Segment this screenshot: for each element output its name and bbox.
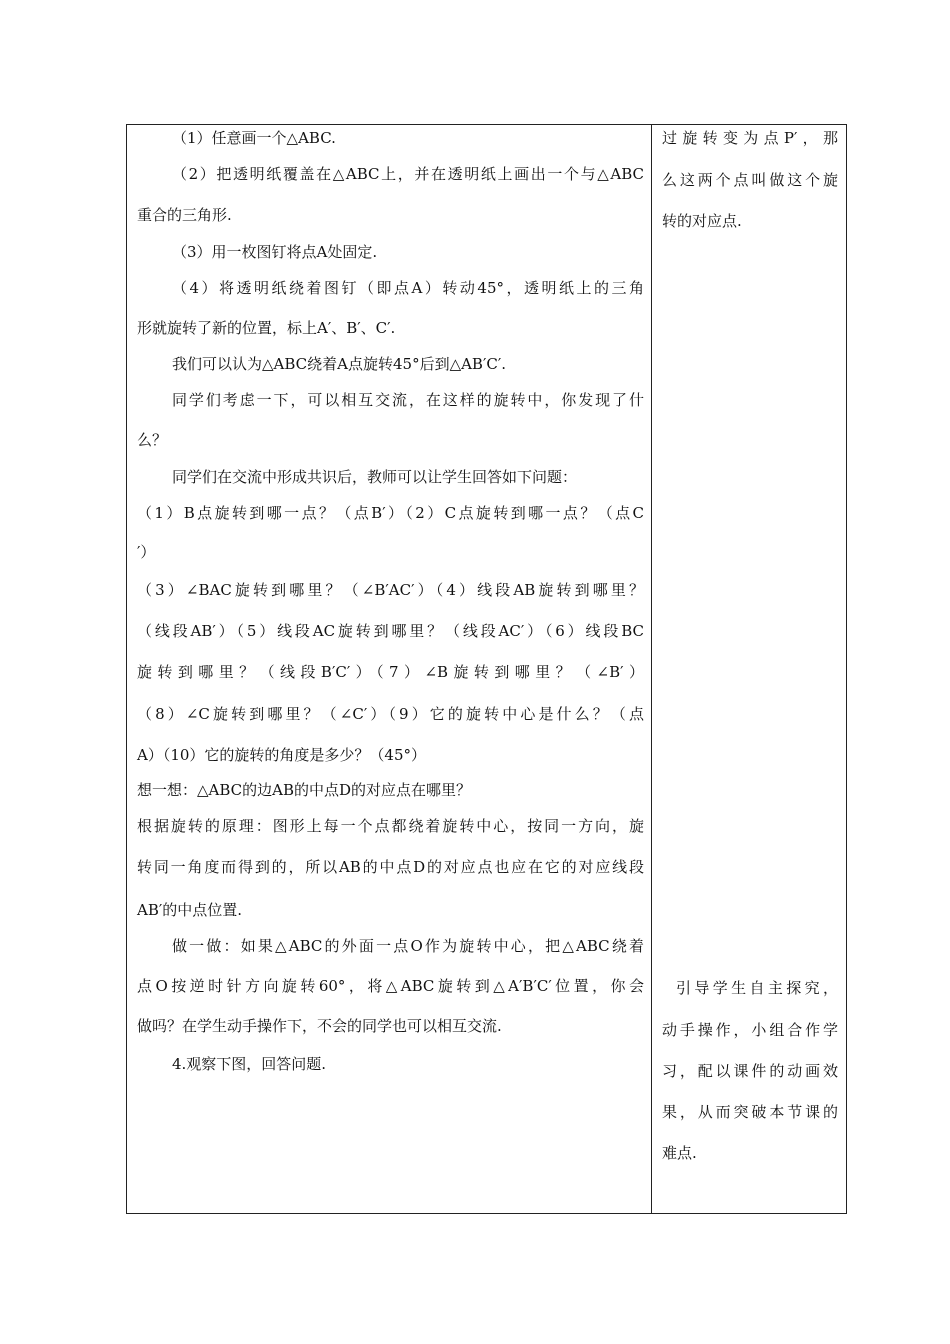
left-line-1: （1）任意画一个△ABC. [172, 129, 336, 147]
left-line-15: 旋转到哪里？（线段B′C′）（7）∠B旋转到哪里？（∠B′） [137, 663, 644, 681]
left-line-11: （1）B点旋转到哪一点？（点B′）（2）C点旋转到哪一点？（点C [137, 504, 644, 522]
left-line-17: A）（10）它的旋转的角度是多少？（45°） [137, 746, 427, 764]
column-divider [651, 124, 652, 1214]
left-line-12: ′） [137, 543, 156, 561]
right-top-line-1: 过旋转变为点P′，那 [662, 129, 838, 147]
right-top-line-3: 转的对应点. [662, 212, 742, 230]
left-line-18: 想一想：△ABC的边AB的中点D的对应点在哪里？ [137, 781, 472, 799]
right-bottom-line-4: 果，从而突破本节课的 [662, 1103, 838, 1121]
left-line-10: 同学们在交流中形成共识后，教师可以让学生回答如下问题： [172, 468, 578, 486]
left-line-24: 做吗？在学生动手操作下，不会的同学也可以相互交流. [137, 1017, 502, 1035]
right-bottom-line-2: 动手操作，小组合作学 [662, 1021, 838, 1039]
left-line-14: （线段AB′）（5）线段AC旋转到哪里？（线段AC′）（6）线段BC [137, 622, 644, 640]
right-bottom-line-1: 引导学生自主探究， [676, 979, 838, 997]
right-bottom-line-5: 难点. [662, 1144, 697, 1162]
left-line-2: （2）把透明纸覆盖在△ABC上，并在透明纸上画出一个与△ABC [172, 165, 644, 183]
left-line-16: （8）∠C旋转到哪里？（∠C′）（9）它的旋转中心是什么？（点 [137, 705, 644, 723]
left-line-13: （3）∠BAC旋转到哪里？（∠B′AC′）（4）线段AB旋转到哪里？ [137, 581, 644, 599]
left-line-7: 我们可以认为△ABC绕着A点旋转45°后到△AB′C′. [172, 355, 507, 373]
left-line-9: 么？ [137, 431, 168, 449]
left-line-22: 做一做：如果△ABC的外面一点O作为旋转中心，把△ABC绕着 [172, 937, 644, 955]
left-line-23: 点O按逆时针方向旋转60°，将△ABC旋转到△A′B′C′位置，你会 [137, 977, 644, 995]
left-line-4: （3）用一枚图钉将点A处固定. [172, 243, 378, 261]
left-line-5: （4）将透明纸绕着图钉（即点A）转动45°，透明纸上的三角 [172, 279, 644, 297]
left-line-20: 转同一角度而得到的，所以AB的中点D的对应点也应在它的对应线段 [137, 858, 644, 876]
left-line-3: 重合的三角形. [137, 206, 232, 224]
right-bottom-line-3: 习，配以课件的动画效 [662, 1062, 838, 1080]
left-line-6: 形就旋转了新的位置，标上A′、B′、C′. [137, 319, 396, 337]
left-line-25: 4.观察下图，回答问题. [172, 1055, 327, 1073]
left-line-21: AB′的中点位置. [137, 901, 243, 919]
left-line-19: 根据旋转的原理：图形上每一个点都绕着旋转中心，按同一方向，旋 [137, 817, 644, 835]
right-top-line-2: 么这两个点叫做这个旋 [662, 171, 838, 189]
left-line-8: 同学们考虑一下，可以相互交流，在这样的旋转中，你发现了什 [172, 391, 644, 409]
